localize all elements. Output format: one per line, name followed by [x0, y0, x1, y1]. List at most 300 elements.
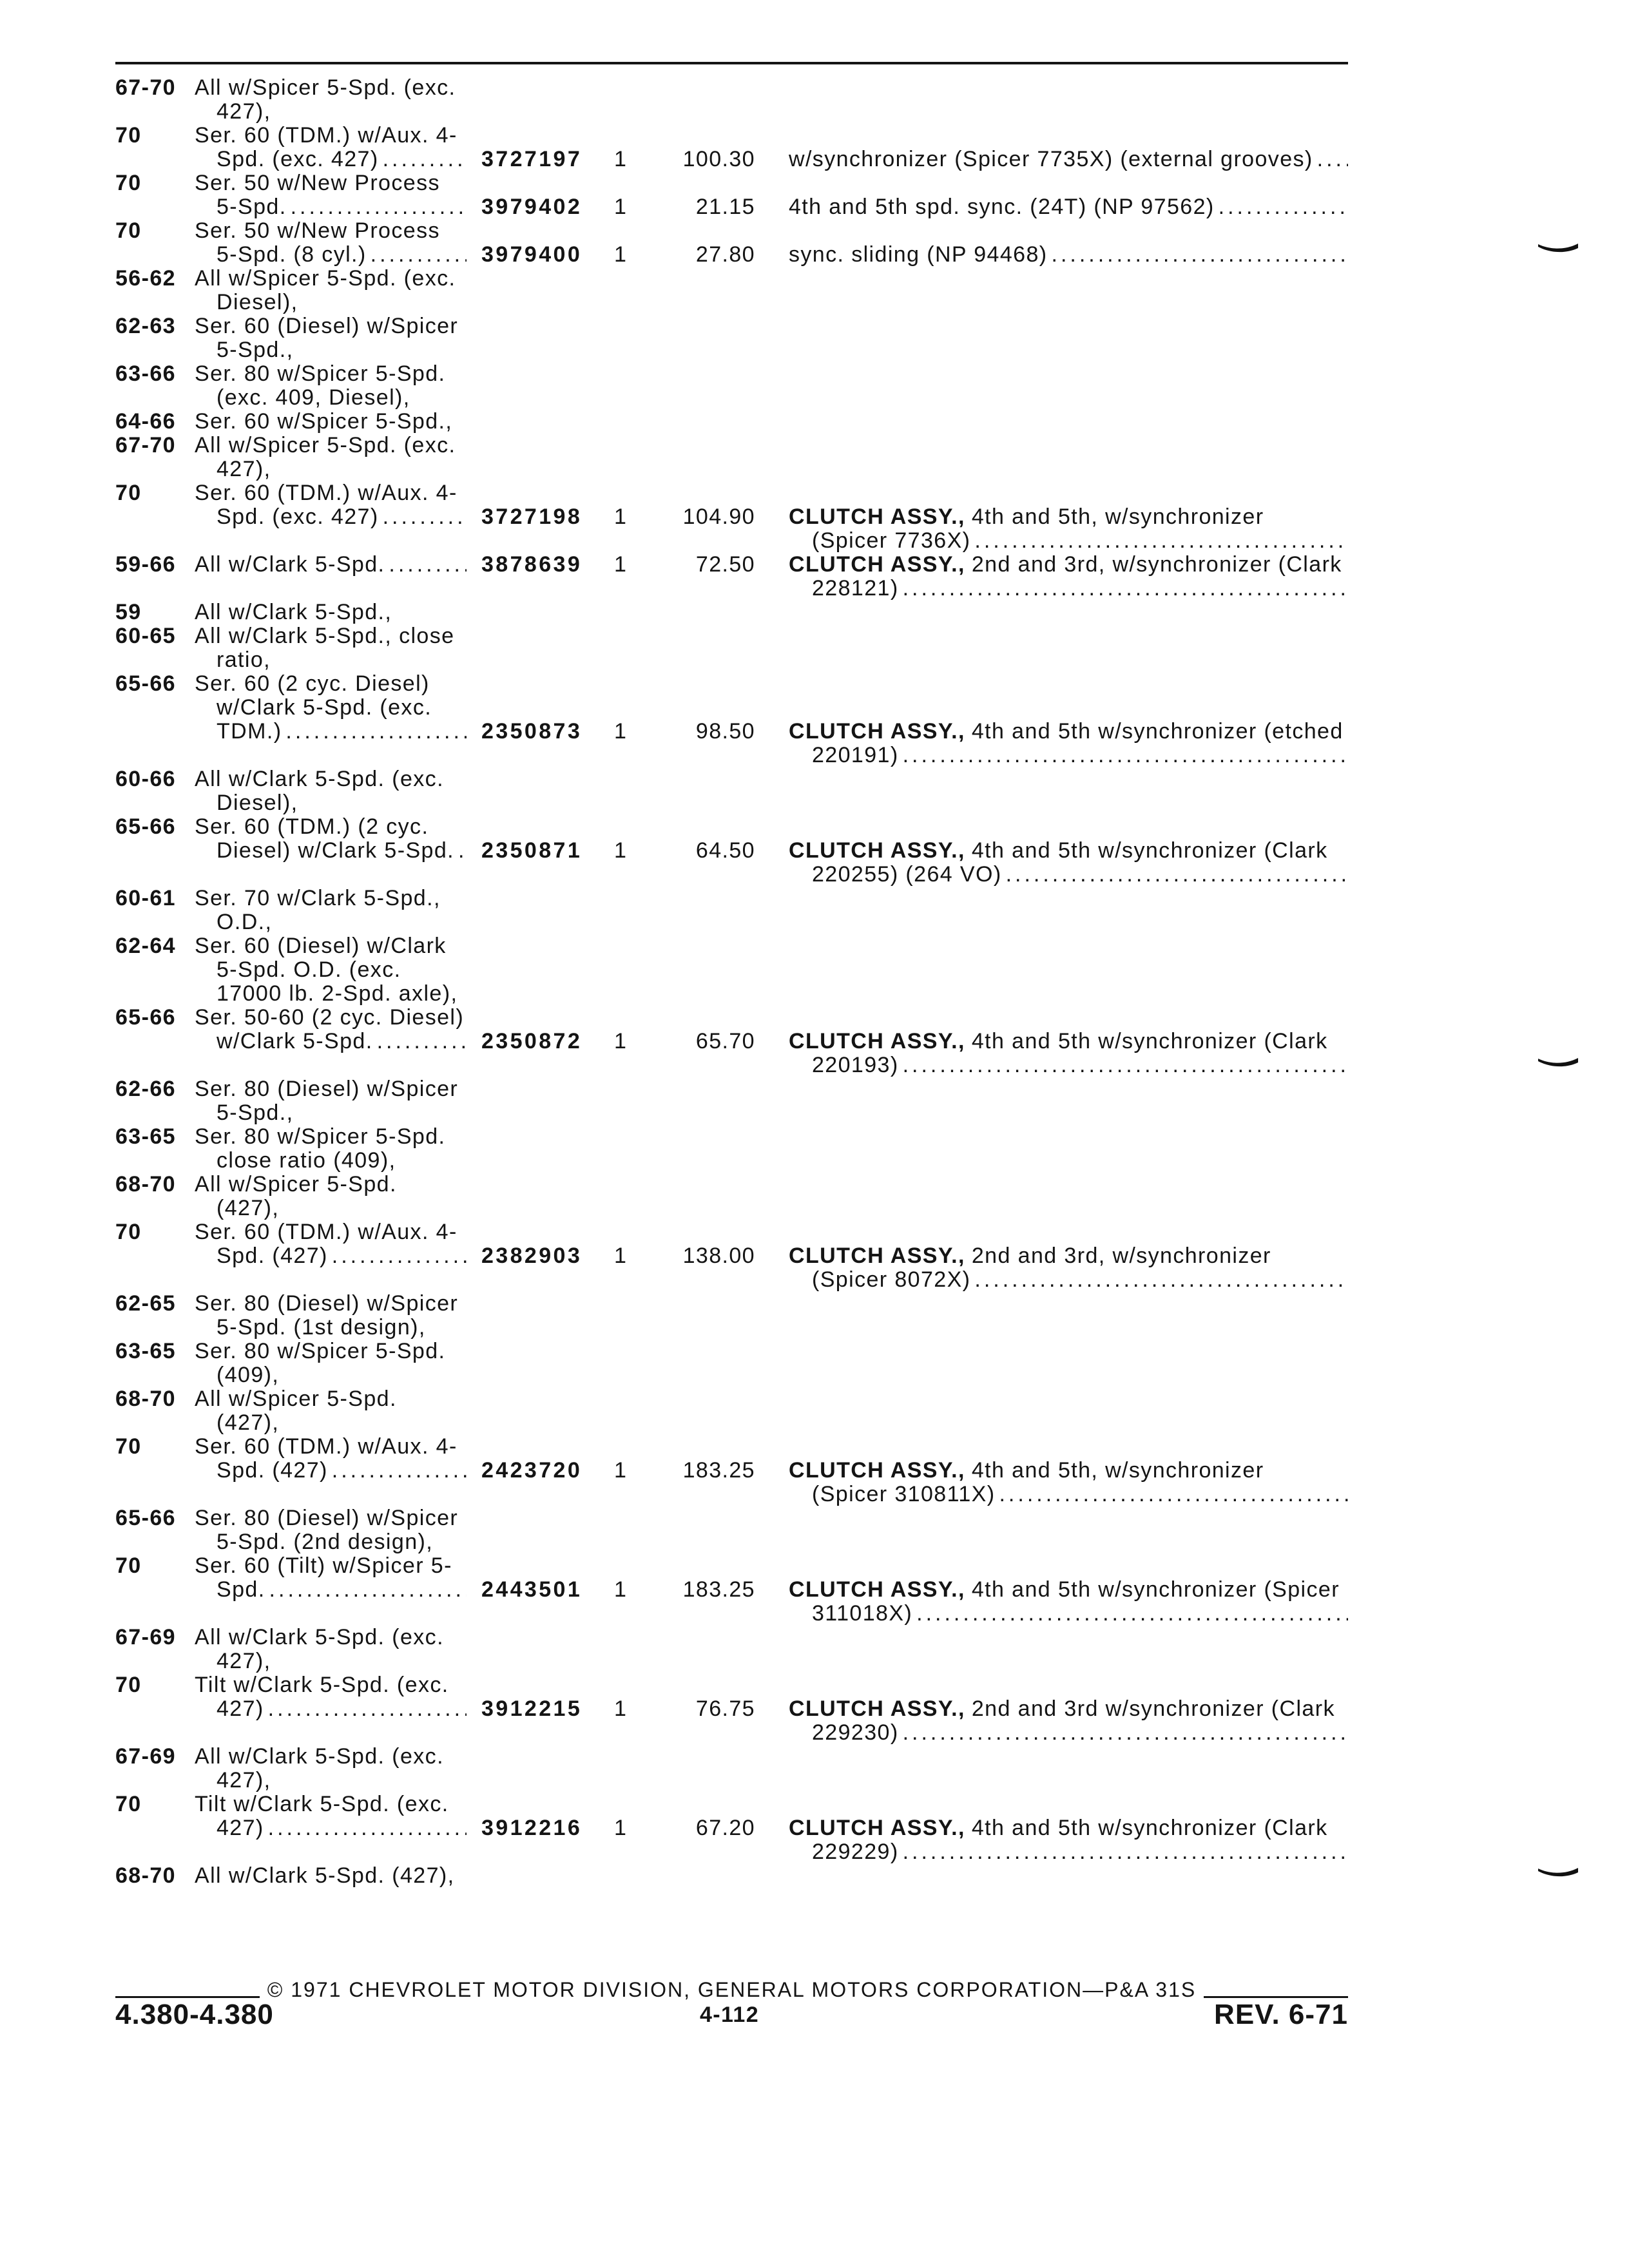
application-line — [195, 1077, 467, 1101]
parts-row — [0, 1220, 1629, 1244]
price: 138.00 — [682, 1244, 755, 1268]
parts-row — [0, 1840, 1629, 1864]
parts-row — [0, 171, 1629, 195]
application-text: (427), — [217, 1410, 280, 1435]
application-text: Ser. 60 (TDM.) w/Aux. 4- — [195, 1220, 458, 1244]
application-text: Ser. 60 (Diesel) w/Spicer — [195, 314, 459, 338]
description-line — [789, 1053, 1348, 1077]
dot-leader — [458, 839, 467, 863]
model-years: 70 — [115, 1673, 142, 1697]
application-line — [195, 1363, 467, 1387]
description-text: 220255) (264 VO) — [812, 862, 1002, 887]
description-line — [789, 1030, 1348, 1053]
model-years: 68-70 — [115, 1863, 176, 1888]
application-line — [195, 1769, 467, 1792]
parts-row — [0, 1363, 1629, 1387]
quantity: 1 — [614, 1458, 628, 1483]
application-line — [195, 434, 467, 457]
application-line — [195, 696, 467, 720]
part-number: 3979402 — [481, 195, 583, 219]
application-line — [195, 1387, 467, 1411]
description-text: 4th and 5th w/synchronizer (Clark — [971, 1816, 1328, 1840]
model-years: 68-70 — [115, 1172, 176, 1196]
application-text: Diesel) w/Clark 5-Spd. — [217, 838, 455, 863]
part-number: 2350872 — [481, 1029, 583, 1053]
parts-row — [0, 958, 1629, 982]
application-text: Spd. (exc. 427) — [217, 505, 379, 529]
application-line — [195, 601, 467, 624]
description-line — [789, 839, 1348, 863]
model-years: 63-65 — [115, 1124, 176, 1149]
quantity: 1 — [614, 719, 628, 744]
description-title: CLUTCH ASSY., — [789, 505, 965, 529]
model-years: 59 — [115, 600, 142, 624]
description-text: w/synchronizer (Spicer 7735X) (external grooves) — [789, 147, 1313, 171]
parts-row — [0, 863, 1629, 887]
parts-row — [0, 76, 1629, 100]
price: 65.70 — [695, 1029, 755, 1053]
application-text: Ser. 80 (Diesel) w/Spicer — [195, 1077, 459, 1101]
parts-row — [0, 720, 1629, 744]
application-line — [195, 505, 467, 529]
description-text: 4th and 5th spd. sync. (24T) (NP 97562) — [789, 195, 1215, 219]
description-title: CLUTCH ASSY., — [789, 1696, 965, 1721]
application-line — [195, 243, 467, 267]
description-line — [789, 1840, 1348, 1864]
application-text: 427), — [217, 1768, 271, 1792]
parts-row — [0, 577, 1629, 601]
dot-leader — [371, 243, 467, 267]
dot-leader — [903, 744, 1348, 767]
application-text: 5-Spd. (8 cyl.) — [217, 242, 367, 267]
application-line — [195, 1149, 467, 1173]
dot-leader — [377, 1030, 467, 1053]
header-rule — [115, 62, 1348, 64]
parts-row — [0, 1506, 1629, 1530]
application-text: Ser. 80 (Diesel) w/Spicer — [195, 1291, 459, 1316]
application-text: All w/Spicer 5-Spd. (exc. — [195, 433, 456, 457]
application-line — [195, 481, 467, 505]
description-line — [789, 720, 1348, 744]
application-line — [195, 124, 467, 148]
application-line — [195, 195, 467, 219]
application-line — [195, 1649, 467, 1673]
description-line — [789, 243, 1348, 267]
model-years: 67-70 — [115, 433, 176, 457]
model-years: 63-66 — [115, 361, 176, 386]
application-line — [195, 1316, 467, 1340]
parts-row — [0, 839, 1629, 863]
parts-row — [0, 601, 1629, 624]
price: 76.75 — [695, 1696, 755, 1721]
application-line — [195, 219, 467, 243]
parts-row — [0, 457, 1629, 481]
model-years: 65-66 — [115, 1005, 176, 1030]
application-text: TDM.) — [217, 719, 282, 744]
application-line — [195, 791, 467, 815]
dot-leader — [1052, 243, 1349, 267]
application-text: Spd. (exc. 427) — [217, 147, 379, 171]
application-text: All w/Clark 5-Spd., — [195, 600, 392, 624]
dot-leader — [903, 1840, 1348, 1864]
application-line — [195, 171, 467, 195]
dot-leader — [974, 1268, 1348, 1292]
application-text: Diesel), — [217, 791, 298, 815]
application-text: Ser. 60 (2 cyc. Diesel) — [195, 671, 430, 696]
application-line — [195, 1411, 467, 1435]
application-text: Tilt w/Clark 5-Spd. (exc. — [195, 1673, 449, 1697]
parts-row — [0, 314, 1629, 338]
description-text: 220193) — [812, 1053, 899, 1077]
parts-row — [0, 219, 1629, 243]
quantity: 1 — [614, 838, 628, 863]
parts-row — [0, 1006, 1629, 1030]
parts-row — [0, 982, 1629, 1006]
dot-leader — [269, 1578, 467, 1602]
parts-row — [0, 696, 1629, 720]
application-line — [195, 1125, 467, 1149]
description-line — [789, 1483, 1348, 1506]
dot-leader — [903, 1053, 1348, 1077]
quantity: 1 — [614, 195, 628, 219]
parts-row — [0, 1268, 1629, 1292]
application-text: Ser. 60 (TDM.) w/Aux. 4- — [195, 1434, 458, 1459]
parts-row — [0, 815, 1629, 839]
parts-row — [0, 1173, 1629, 1196]
application-line — [195, 982, 467, 1006]
description-line — [789, 1268, 1348, 1292]
application-line — [195, 1506, 467, 1530]
model-years: 62-65 — [115, 1291, 176, 1316]
description-line — [789, 1578, 1348, 1602]
part-number: 3979400 — [481, 242, 583, 267]
model-years: 62-66 — [115, 1077, 176, 1101]
parts-row — [0, 1483, 1629, 1506]
application-line — [195, 267, 467, 291]
parts-list — [0, 76, 1629, 1888]
description-title: CLUTCH ASSY., — [789, 1816, 965, 1840]
quantity: 1 — [614, 552, 628, 577]
description-text: 4th and 5th w/synchronizer (Spicer — [971, 1577, 1340, 1602]
description-text: 228121) — [812, 576, 899, 601]
application-line — [195, 1292, 467, 1316]
part-number: 3878639 — [481, 552, 583, 577]
price: 183.25 — [682, 1458, 755, 1483]
description-title: CLUTCH ASSY., — [789, 1577, 965, 1602]
description-line — [789, 1459, 1348, 1483]
application-line — [195, 1030, 467, 1053]
dot-leader — [903, 577, 1348, 601]
application-line — [195, 1554, 467, 1578]
application-line — [195, 672, 467, 696]
parts-row — [0, 1816, 1629, 1840]
price: 183.25 — [682, 1577, 755, 1602]
parts-row — [0, 1792, 1629, 1816]
application-text: All w/Spicer 5-Spd. (exc. — [195, 75, 456, 100]
parts-row — [0, 1459, 1629, 1483]
description-title: CLUTCH ASSY., — [789, 1244, 965, 1268]
parts-row — [0, 267, 1629, 291]
model-years: 70 — [115, 1792, 142, 1816]
parts-row — [0, 672, 1629, 696]
dot-leader — [999, 1483, 1348, 1506]
model-years: 59-66 — [115, 552, 176, 577]
part-number: 2423720 — [481, 1458, 583, 1483]
parts-row — [0, 1030, 1629, 1053]
model-years: 67-69 — [115, 1744, 176, 1769]
application-text: (exc. 409, Diesel), — [217, 385, 410, 410]
description-line — [789, 529, 1348, 553]
parts-row — [0, 410, 1629, 434]
parts-row — [0, 1697, 1629, 1721]
parts-row — [0, 1149, 1629, 1173]
parts-row — [0, 1053, 1629, 1077]
application-line — [195, 1626, 467, 1649]
dot-leader — [1006, 863, 1348, 887]
application-text: All w/Spicer 5-Spd. (exc. — [195, 266, 456, 291]
application-text: w/Clark 5-Spd. (exc. — [217, 695, 432, 720]
model-years: 70 — [115, 123, 142, 148]
description-line — [789, 505, 1348, 529]
parts-row — [0, 1196, 1629, 1220]
application-text: 5-Spd. (2nd design), — [217, 1530, 434, 1554]
quantity: 1 — [614, 242, 628, 267]
application-line — [195, 1173, 467, 1196]
application-text: Ser. 50 w/New Process — [195, 218, 440, 243]
quantity: 1 — [614, 147, 628, 171]
application-text: 427), — [217, 99, 271, 124]
parts-row — [0, 648, 1629, 672]
application-line — [195, 910, 467, 934]
application-text: O.D., — [217, 910, 273, 934]
application-line — [195, 624, 467, 648]
dot-leader — [268, 1697, 467, 1721]
parts-row — [0, 362, 1629, 386]
application-line — [195, 815, 467, 839]
binding-mark — [1537, 242, 1579, 254]
price: 21.15 — [695, 195, 755, 219]
application-text: Ser. 80 w/Spicer 5-Spd. — [195, 1339, 446, 1363]
parts-row — [0, 767, 1629, 791]
parts-row — [0, 910, 1629, 934]
parts-row — [0, 1101, 1629, 1125]
parts-row — [0, 505, 1629, 529]
description-text: (Spicer 310811X) — [812, 1482, 996, 1506]
application-text: w/Clark 5-Spd. — [217, 1029, 373, 1053]
model-years: 60-65 — [115, 624, 176, 648]
part-number: 3727197 — [481, 147, 583, 171]
application-line — [195, 291, 467, 314]
description-line — [789, 577, 1348, 601]
application-line — [195, 553, 467, 577]
price: 98.50 — [695, 719, 755, 744]
model-years: 70 — [115, 218, 142, 243]
application-text: All w/Clark 5-Spd. (427), — [195, 1863, 455, 1888]
binding-mark — [1537, 1867, 1579, 1878]
model-years: 60-66 — [115, 767, 176, 791]
description-title: CLUTCH ASSY., — [789, 1029, 965, 1053]
parts-row — [0, 1745, 1629, 1769]
application-line — [195, 362, 467, 386]
model-years: 65-66 — [115, 671, 176, 696]
application-line — [195, 1340, 467, 1363]
parts-row — [0, 1411, 1629, 1435]
dot-leader — [1317, 148, 1348, 171]
application-text: Ser. 60 (TDM.) (2 cyc. — [195, 814, 429, 839]
parts-row — [0, 243, 1629, 267]
application-text: All w/Clark 5-Spd. — [195, 552, 385, 577]
description-line — [789, 863, 1348, 887]
dot-leader — [285, 720, 467, 744]
parts-row — [0, 386, 1629, 410]
application-text: Ser. 80 w/Spicer 5-Spd. — [195, 1124, 446, 1149]
revision-date: REV. 6-71 — [1214, 1999, 1348, 2030]
application-line — [195, 338, 467, 362]
quantity: 1 — [614, 1577, 628, 1602]
quantity: 1 — [614, 1696, 628, 1721]
application-line — [195, 1816, 467, 1840]
parts-row — [0, 148, 1629, 171]
application-text: Ser. 60 (TDM.) w/Aux. 4- — [195, 481, 458, 505]
parts-row — [0, 529, 1629, 553]
part-number: 3912215 — [481, 1696, 583, 1721]
model-years: 56-62 — [115, 266, 176, 291]
application-line — [195, 958, 467, 982]
application-text: 5-Spd. O.D. (exc. — [217, 957, 401, 982]
copyright-text: © 1971 CHEVROLET MOTOR DIVISION, GENERAL MOTORS CORPORATION—P&A 31S — [267, 1978, 1197, 2001]
description-text: 4th and 5th w/synchronizer (Clark — [971, 838, 1328, 863]
quantity: 1 — [614, 1029, 628, 1053]
application-text: All w/Spicer 5-Spd. — [195, 1172, 397, 1196]
application-text: Ser. 80 w/Spicer 5-Spd. — [195, 361, 446, 386]
application-line — [195, 314, 467, 338]
parts-row — [0, 1769, 1629, 1792]
parts-row — [0, 1602, 1629, 1626]
parts-row — [0, 934, 1629, 958]
description-text: 229229) — [812, 1840, 899, 1864]
part-number: 3912216 — [481, 1816, 583, 1840]
dot-leader — [383, 148, 467, 171]
description-title: CLUTCH ASSY., — [789, 838, 965, 863]
description-text: 2nd and 3rd w/synchronizer (Clark — [971, 1696, 1335, 1721]
application-text: All w/Clark 5-Spd., close — [195, 624, 455, 648]
parts-row — [0, 553, 1629, 577]
model-years: 65-66 — [115, 1506, 176, 1530]
application-text: Spd. (427) — [217, 1244, 328, 1268]
application-line — [195, 1196, 467, 1220]
application-line — [195, 720, 467, 744]
description-line — [789, 553, 1348, 577]
application-line — [195, 410, 467, 434]
group-range: 4.380-4.380 — [115, 1999, 274, 2030]
description-text: 4th and 5th, w/synchronizer — [971, 1458, 1264, 1483]
application-line — [195, 457, 467, 481]
application-text: 5-Spd. — [217, 195, 287, 219]
model-years: 63-65 — [115, 1339, 176, 1363]
parts-row — [0, 1387, 1629, 1411]
dot-leader — [974, 529, 1348, 553]
application-line — [195, 76, 467, 100]
model-years: 64-66 — [115, 409, 176, 434]
model-years: 67-70 — [115, 75, 176, 100]
description-text: 4th and 5th w/synchronizer (etched — [971, 719, 1344, 744]
model-years: 70 — [115, 1434, 142, 1459]
application-text: 17000 lb. 2-Spd. axle), — [217, 981, 458, 1006]
application-text: (427), — [217, 1196, 280, 1220]
model-years: 70 — [115, 1220, 142, 1244]
application-line — [195, 934, 467, 958]
application-text: 5-Spd. (1st design), — [217, 1315, 426, 1340]
application-text: All w/Clark 5-Spd. (exc. — [195, 767, 444, 791]
description-line — [789, 1721, 1348, 1745]
application-text: 427), — [217, 457, 271, 481]
application-text: close ratio (409), — [217, 1148, 396, 1173]
application-line — [195, 839, 467, 863]
application-line — [195, 767, 467, 791]
application-line — [195, 386, 467, 410]
application-text: Ser. 60 w/Spicer 5-Spd., — [195, 409, 453, 434]
dot-leader — [389, 553, 467, 577]
description-text: 4th and 5th w/synchronizer (Clark — [971, 1029, 1328, 1053]
model-years: 67-69 — [115, 1625, 176, 1649]
parts-row — [0, 1530, 1629, 1554]
price: 67.20 — [695, 1816, 755, 1840]
parts-row — [0, 791, 1629, 815]
parts-row — [0, 481, 1629, 505]
model-years: 62-64 — [115, 934, 176, 958]
application-text: ratio, — [217, 648, 271, 672]
parts-row — [0, 1649, 1629, 1673]
model-years: 70 — [115, 481, 142, 505]
description-line — [789, 195, 1348, 219]
application-line — [195, 1578, 467, 1602]
binding-mark — [1537, 1057, 1579, 1068]
price: 27.80 — [695, 242, 755, 267]
part-number: 2443501 — [481, 1577, 583, 1602]
description-title: CLUTCH ASSY., — [789, 719, 965, 744]
description-line — [789, 1816, 1348, 1840]
parts-row — [0, 1554, 1629, 1578]
application-line — [195, 1244, 467, 1268]
application-text: Ser. 70 w/Clark 5-Spd., — [195, 886, 441, 910]
model-years: 68-70 — [115, 1387, 176, 1411]
application-text: Ser. 50 w/New Process — [195, 171, 440, 195]
application-text: (409), — [217, 1363, 280, 1387]
application-text: 5-Spd., — [217, 338, 294, 362]
dot-leader — [332, 1459, 467, 1483]
application-text: Diesel), — [217, 290, 298, 314]
description-text: 2nd and 3rd, w/synchronizer (Clark — [971, 552, 1342, 577]
description-text: 4th and 5th, w/synchronizer — [971, 505, 1264, 529]
parts-row — [0, 624, 1629, 648]
application-line — [195, 1673, 467, 1697]
application-text: All w/Clark 5-Spd. (exc. — [195, 1744, 444, 1769]
price: 104.90 — [682, 505, 755, 529]
parts-row — [0, 1626, 1629, 1649]
application-text: All w/Spicer 5-Spd. — [195, 1387, 397, 1411]
price: 100.30 — [682, 147, 755, 171]
application-text: 427) — [217, 1816, 264, 1840]
parts-row — [0, 195, 1629, 219]
description-text: (Spicer 8072X) — [812, 1267, 971, 1292]
application-text: Tilt w/Clark 5-Spd. (exc. — [195, 1792, 449, 1816]
application-text: 427) — [217, 1696, 264, 1721]
page-number: 4-112 — [699, 2003, 760, 2027]
description-title: CLUTCH ASSY., — [789, 1458, 965, 1483]
description-text: sync. sliding (NP 94468) — [789, 242, 1048, 267]
part-number: 2350871 — [481, 838, 583, 863]
description-text: 220191) — [812, 743, 899, 767]
